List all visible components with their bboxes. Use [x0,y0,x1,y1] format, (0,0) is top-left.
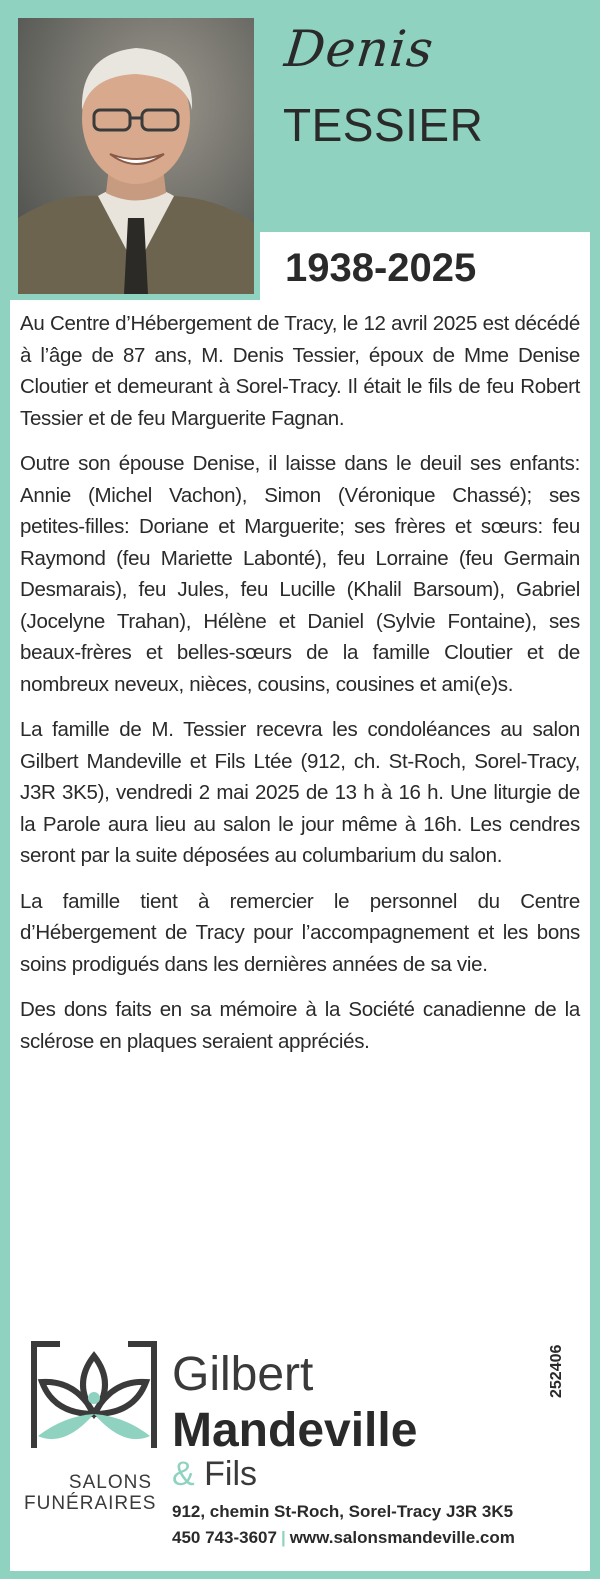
brand-gilbert: Gilbert [172,1348,314,1401]
paragraph-survivors: Outre son épouse Denise, il laisse dans le deuil ses enfants: Annie (Michel Vachon), Simon (Véronique Chassé); ses petites-filles: Doriane et Marguerite; ses frères et sœurs: feu Raymond (feu Mariette Labonté), feu Lorraine (feu Germain Desmarais), feu Jules, feu Lucille (Khalil Barsoum), Gabriel (Jocelyne Trahan), Hélène et Daniel (Sylvie Fontaine), ses beaux-frères et belles-sœurs de la famille Cloutier et de nombreux neveux, nièces, cousins, cousines et ami(e)s. [20,452,580,696]
salons-funeraires-label: SALONS FUNÉRAIRES [24,1472,157,1514]
frame-bottom [0,1571,600,1579]
funeral-home-contact [172,1528,515,1548]
portrait-photo [18,18,254,294]
ad-reference-number: 252406 [548,1344,565,1398]
separator: | [280,1528,286,1547]
frame-right [590,0,600,1579]
paragraph-death-notice: Au Centre d’Hébergement de Tracy, le 12 avril 2025 est décédé à l’âge de 87 ans, M. Denis Tessier, époux de Mme Denise Cloutier et demeurant à Sorel-Tracy. Il était le fils de feu Robert Tessier et de feu Marguerite Fagnan. [20,312,580,430]
obituary-text [20,308,580,1071]
brand-mandeville: Mandeville [172,1404,418,1457]
lotus-logo-icon [24,1336,164,1451]
brand-fils: & Fils [172,1455,258,1493]
phone-number: 450 743-3607 [172,1528,277,1547]
life-years: 1938-2025 [285,246,477,290]
paragraph-thanks: La famille tient à remercier le personnel du Centre d’Hébergement de Tracy pour l’accompagnement et les bons soins prodigués dans les dernières années de sa vie. [20,889,580,976]
first-name: Denis [281,20,437,78]
funeral-home-address: 912, chemin St-Roch, Sorel-Tracy J3R 3K5 [172,1502,514,1521]
last-name: TESSIER [283,99,484,151]
website-link[interactable]: www.salonsmandeville.com [289,1528,515,1547]
paragraph-donations: Des dons faits en sa mémoire à la Société canadienne de la sclérose en plaques seraient appréciés. [20,998,580,1053]
frame-left [0,0,10,1579]
portrait-frame [10,10,260,300]
paragraph-condolences: La famille de M. Tessier recevra les condoléances au salon Gilbert Mandeville et Fils Ltée (912, ch. St-Roch, Sorel-Tracy, J3R 3K5), vendredi 2 mai 2025 de 13 h à 16 h. Une liturgie de la Parole aura lieu au salon le jour même à 16h. Les cendres seront par la suite déposées au columbarium du salon. [20,718,580,867]
